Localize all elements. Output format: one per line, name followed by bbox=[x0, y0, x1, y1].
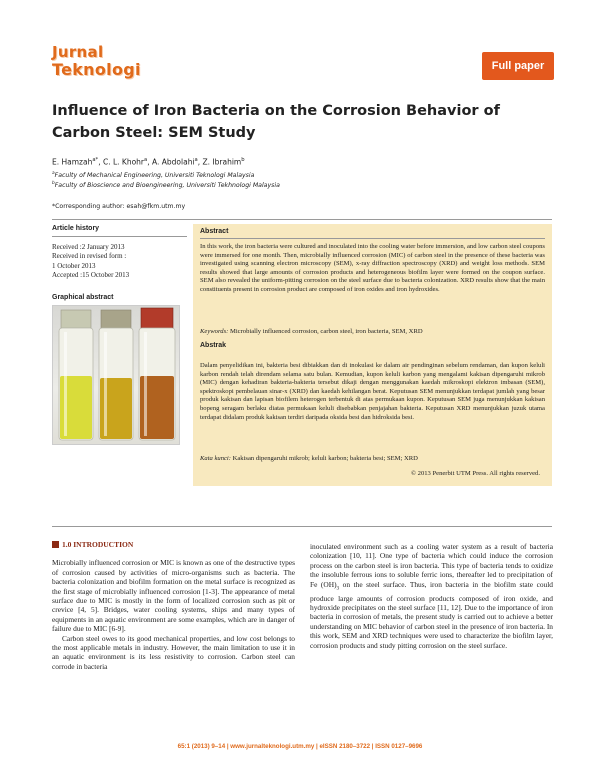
author-3-sup: a bbox=[194, 157, 198, 163]
affiliation-b-sup: b bbox=[52, 181, 55, 186]
author-1: E. Hamzah bbox=[52, 157, 93, 167]
article-history-heading: Article history bbox=[52, 225, 100, 232]
affiliation-a bbox=[52, 171, 254, 179]
abstract-text: In this work, the iron bacteria were cultured and inoculated into the cooling water before immersion, and low carbon steel coupons were immersed for one month. Then, microbially influenced corrosion (MIC) of carbon steel in the presence of these bacteria was investigated using scanning electron microscopy (SEM), x-ray diffraction spectroscopy (XRD) and weight loss methods. SEM results showed that large amounts of corrosion products and heterogeneous biofilm layer were formed on the coupon surface. SEM also revealed the uniform-pitting corrosion on the steel surface due to bacteria colonization. XRD results show that the main constituents present in corrosion product are composed of iron oxides and iron hydroxides. bbox=[200, 243, 545, 293]
kata-kunci bbox=[200, 455, 545, 464]
author-4-sup: b bbox=[241, 157, 245, 163]
author-3: , A. Abdolahi bbox=[147, 157, 195, 167]
history-divider bbox=[52, 236, 187, 237]
section-heading bbox=[52, 540, 295, 549]
keywords-label: Keywords: bbox=[200, 328, 229, 335]
journal-logo bbox=[52, 44, 152, 78]
author-1-sup: a* bbox=[92, 157, 99, 163]
header-divider bbox=[52, 219, 552, 220]
body-left-column bbox=[52, 540, 295, 671]
abstract-panel bbox=[193, 224, 552, 486]
kata-kunci-label: Kata kunci: bbox=[200, 455, 231, 462]
keywords bbox=[200, 328, 545, 337]
paragraph: Microbially influenced corrosion or MIC is known as one of the destructive types of corrosion caused by activities of micro-organisms such as bacteria. The bacteria colonization and biofilm formation on the metal surface is recognized as the first stage of microbially influenced corrosion [1-3]. The appearance of metal surface due to MIC is mostly in the form of localized corrosion such as pit or crevice [4, 5]. Bridges, water cooling systems, ships and many types of equipments in an aquatic environment are some examples, which are in danger of failure due to MIC [6-9]. bbox=[52, 558, 295, 634]
copyright: © 2013 Penerbit UTM Press. All rights reserved. bbox=[411, 470, 540, 477]
subscript: 3 bbox=[336, 585, 340, 592]
affiliation-b-text: Faculty of Bioscience and Bioengineering, Universiti Tekhnologi Malaysia bbox=[54, 182, 280, 190]
history-line: Received in revised form : bbox=[52, 252, 127, 260]
affiliation-a-text: Faculty of Mechanical Engineering, Universiti Teknologi Malaysia bbox=[54, 172, 255, 180]
section-bullet-icon bbox=[52, 541, 59, 548]
paragraph bbox=[310, 542, 553, 650]
logo-line-2: Teknologi bbox=[52, 60, 141, 79]
history-line: Received :2 January 2013 bbox=[52, 242, 125, 251]
affiliation-a-sup: a bbox=[52, 171, 55, 176]
body-right-column bbox=[310, 542, 553, 650]
section-heading-text: 1.0 INTRODUCTION bbox=[62, 540, 134, 549]
abstrak-text: Dalam penyelidikan ini, bakteria besi dibiakkan dan di inokulasi ke dalam air pendinginan sebelum rendaman, dan kupon keluli karbon rendah telah direndam selama satu bulan. Kemudian, kupon keluli karbon yang mengalami kakisan dipengaruhi mikrob (MIC) dengan kehadiran bakteria-bakteria tersebut dikaji dengan menggunakan kaedah mikroskopi elektron imbasan (SEM), spektroskopi pembelauan sinar-x (XRD) dan kaedah kehilangan berat. Keputusan SEM menunjukkan terdapat jumlah yang besar produk kakisan dan lapisan biofilem heterogen terbentuk di atas permukaan kupon. Keputusan SEM juga menunjukkan kakisan bopeng seragam berlaku diatas permukaan keluli disebabkan penjajahan bakteria. Keputusan XRD menunjukkan juzuk utama terdapat didalam produk kakisan terdiri daripada oksida besi dan hidroksida besi. bbox=[200, 362, 545, 421]
page-footer: 65:1 (2013) 9–14 | www.jurnalteknologi.utm.my | eISSN 2180–3722 | ISSN 0127–9696 bbox=[177, 743, 423, 750]
affiliation-b bbox=[52, 181, 280, 189]
graphical-abstract-image bbox=[52, 305, 180, 445]
article-history bbox=[52, 224, 187, 281]
keywords-text: Microbially influenced corrosion, carbon steel, iron bacteria, SEM, XRD bbox=[228, 328, 423, 335]
abstrak-heading: Abstrak bbox=[200, 342, 227, 349]
graphical-abstract-heading: Graphical abstract bbox=[52, 294, 114, 301]
paragraph-part: inoculated environment such as a cooling water system as a result of bacteria colonization [10, 11]. One type of bacteria which could induce the corrosion process on the carbon steel is iron bacteria. This type of bacteria tends to oxidize the insoluble ferrous ions to soluble ferric ions, thereafter led to precipitation of Fe (OH) bbox=[310, 542, 553, 589]
history-line: Accepted :15 October 2013 bbox=[52, 271, 130, 279]
paragraph: Carbon steel owes to its good mechanical properties, and low cost belongs to the most applicable metals in industry. However, the main limitation to use it in an aquatic environment is its less resistivity to corrosion. Carbon steel can corrode in bacteria bbox=[52, 633, 295, 671]
author-4: , Z. Ibrahim bbox=[197, 157, 242, 167]
logo-line-1: Jurnal bbox=[52, 43, 104, 61]
author-2-sup: a bbox=[144, 157, 148, 163]
author-list bbox=[52, 157, 245, 167]
abstract-divider bbox=[200, 238, 545, 239]
abstract-heading: Abstract bbox=[200, 228, 229, 235]
body-divider bbox=[52, 526, 552, 527]
corresponding-author: *Corresponding author: esah@fkm.utm.my bbox=[52, 203, 186, 210]
paragraph-part: on the steel surface. Thus, iron bacteria in the biofilm state could produce large amounts of corrosion products composed of iron oxide, and hydroxide precipitates on the steel surface [11, 12]. Due to the importance of iron bacteria in corrosion of metals, the present study is carried out to achieve a better understanding on MIC behavior of carbon steel in the presence of iron bacteria. In this work, SEM and XRD techniques were used to characterize the biofilm layer, corrosion products and study pitting corrosion on the steel surface. bbox=[310, 579, 553, 650]
full-paper-badge: Full paper bbox=[482, 52, 554, 80]
kata-kunci-text: Kakisan dipengaruhi mikrob; keluli karbon; bakteria besi; SEM; XRD bbox=[230, 455, 418, 462]
author-2: , C. L. Khohr bbox=[98, 157, 145, 167]
history-line: 1 October 2013 bbox=[52, 261, 96, 270]
article-title: Influence of Iron Bacteria on the Corrosion Behavior of Carbon Steel: SEM Study bbox=[52, 103, 500, 141]
